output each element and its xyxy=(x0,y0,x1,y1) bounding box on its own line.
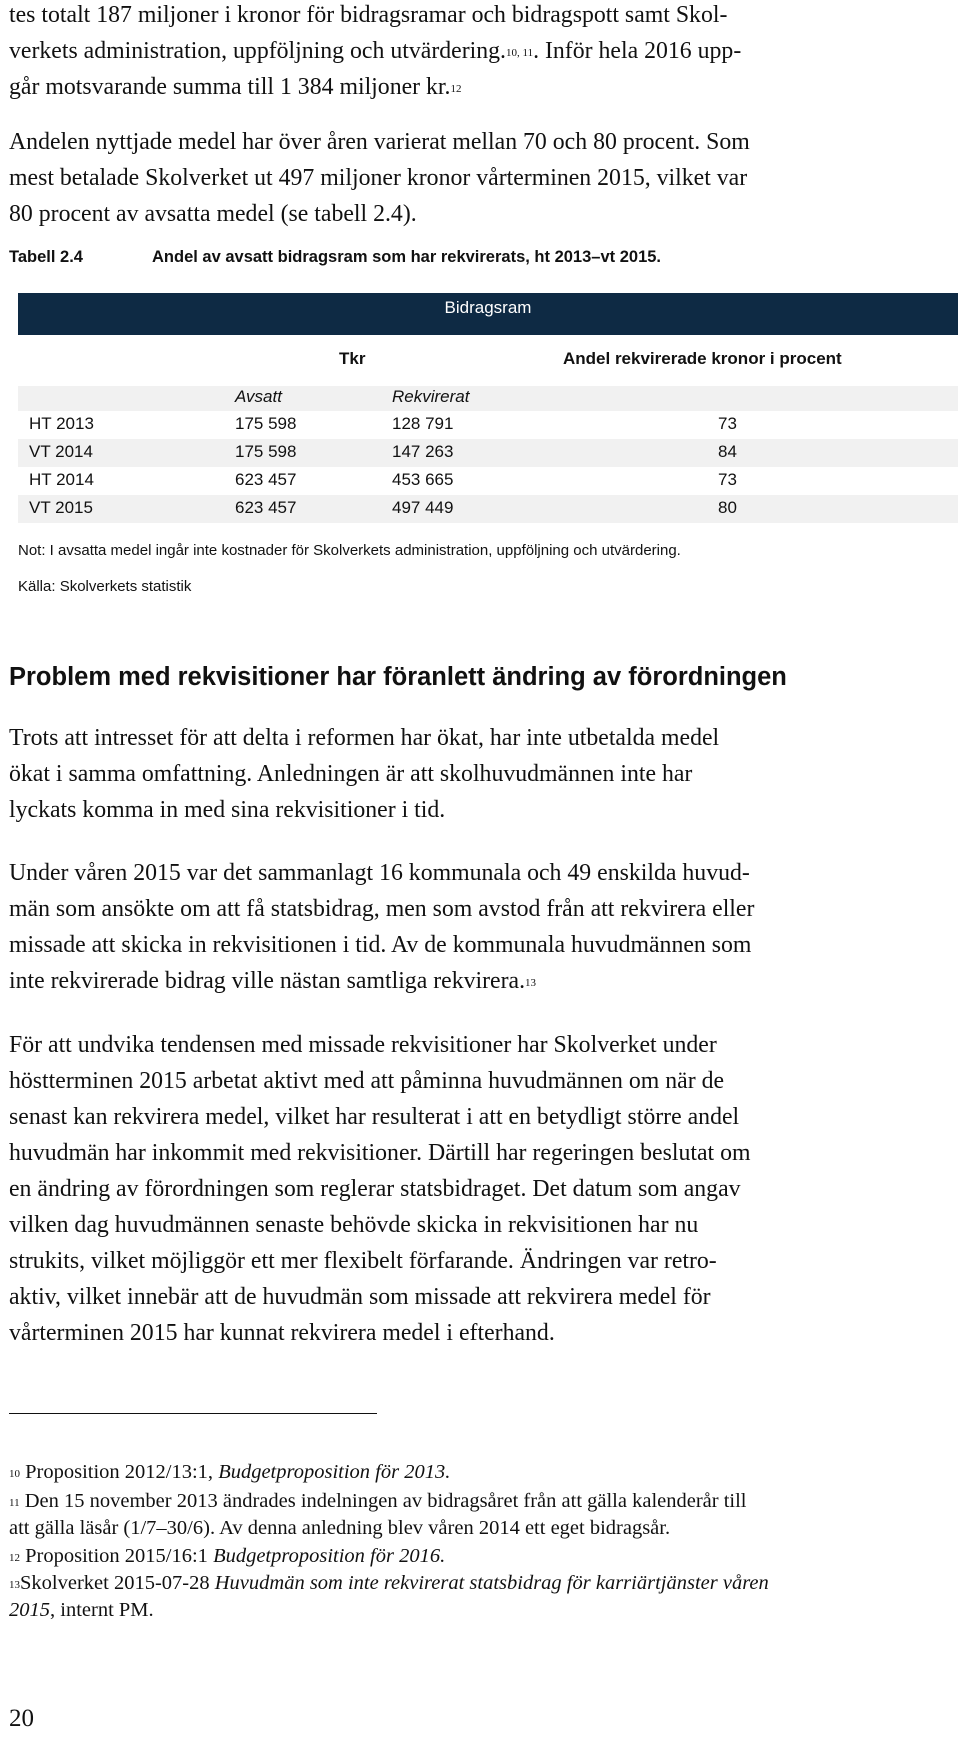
cell-rekvirerat: 128 791 xyxy=(392,414,454,433)
section-heading: Problem med rekvisitioner har föranlett ändring av förordningen xyxy=(9,663,787,691)
cell-rekvirerat: 497 449 xyxy=(392,498,454,517)
text-line: Under våren 2015 var det sammanlagt 16 kommunala och 49 enskilda huvud- xyxy=(9,860,750,886)
text-line: män som ansökte om att få statsbidrag, men som avstod från att rekvirera eller xyxy=(9,896,755,922)
cell-period: HT 2014 xyxy=(29,470,94,489)
cell-rekvirerat: 147 263 xyxy=(392,442,454,461)
paragraph-under-varen xyxy=(9,855,951,999)
subheader-rekvirerat: Rekvirerat xyxy=(392,387,470,406)
text-line: en ändring av förordningen som reglerar statsbidraget. Det datum som angav xyxy=(9,1176,741,1202)
text-line: vårterminen 2015 har kunnat rekvirera medel i efterhand. xyxy=(9,1320,555,1346)
cell-period: VT 2015 xyxy=(29,498,93,517)
text-line: 80 procent av avsatta medel (se tabell 2.4). xyxy=(9,201,417,227)
text-line: vilken dag huvudmännen senaste behövde skicka in rekvisitionen har nu xyxy=(9,1212,699,1238)
intro-paragraph xyxy=(9,0,951,105)
table-number: Tabell 2.4 xyxy=(9,248,83,266)
footnote-number: 12 xyxy=(9,1552,20,1564)
table-row xyxy=(18,411,958,439)
footnote-number: 10 xyxy=(9,1468,20,1480)
footnote-text: Den 15 november 2013 ändrades indelningen av bidragsåret från att gälla kalenderår till xyxy=(19,1490,747,1512)
text-line: Trots att intresset för att delta i reformen har ökat, har inte utbetalda medel xyxy=(9,725,720,751)
table-note: Not: I avsatta medel ingår inte kostnader för Skolverkets administration, uppföljning och utvärdering. xyxy=(18,542,681,559)
text-line: strukits, vilket möjliggör ett mer flexibelt förfarande. Ändringen var retro- xyxy=(9,1248,717,1274)
cell-period: HT 2013 xyxy=(29,414,94,433)
table-source: Källa: Skolverkets statistik xyxy=(18,578,192,595)
footnote-line xyxy=(9,1488,951,1515)
text-line: ökat i samma omfattning. Anledningen är att skolhuvudmännen inte har xyxy=(9,761,693,787)
table-title: Andel av avsatt bidragsram som har rekvirerats, ht 2013–vt 2015. xyxy=(152,248,662,266)
cell-andel: 73 xyxy=(718,470,737,489)
footnote-13 xyxy=(9,1570,951,1624)
footnote-12 xyxy=(9,1543,951,1570)
table-row xyxy=(18,439,958,467)
footnote-10 xyxy=(9,1459,951,1486)
text-span: går motsvarande summa till 1 384 miljoner kr. xyxy=(9,74,451,100)
footnote-line xyxy=(9,1597,951,1624)
text-line: senast kan rekvirera medel, vilket har resulterat i att en betydligt större andel xyxy=(9,1104,740,1130)
text-line: Andelen nyttjade medel har över åren varierat mellan 70 och 80 procent. Som xyxy=(9,129,750,155)
footnote-number: 11 xyxy=(9,1497,20,1509)
footnote-text: Proposition 2012/13:1, xyxy=(20,1461,219,1483)
footnote-rule xyxy=(9,1413,377,1414)
cell-andel: 73 xyxy=(718,414,737,433)
table-subheader-row xyxy=(18,386,958,411)
cell-avsatt: 623 457 xyxy=(235,470,297,489)
cell-rekvirerat: 453 665 xyxy=(392,470,454,489)
page-number: 20 xyxy=(9,1705,34,1732)
footnote-11 xyxy=(9,1488,951,1542)
table-band-header: Bidragsram xyxy=(18,293,958,335)
paragraph-trots xyxy=(9,720,951,828)
text-line: tes totalt 187 miljoner i kronor för bidragsramar och bidragspott samt Skol- xyxy=(9,2,728,28)
footnote-number: 13 xyxy=(9,1579,20,1591)
footnote-text: , internt PM. xyxy=(50,1599,154,1621)
cell-andel: 84 xyxy=(718,442,737,461)
text-span: verkets administration, uppföljning och utvärdering. xyxy=(9,38,506,64)
footnote-text: Proposition 2015/16:1 xyxy=(20,1545,214,1567)
text-span: inte rekvirerade bidrag ville nästan samtliga rekvirera. xyxy=(9,968,526,994)
paragraph-for-att-undvika xyxy=(9,1027,951,1351)
col-header-tkr: Tkr xyxy=(339,349,366,368)
cell-avsatt: 623 457 xyxy=(235,498,297,517)
text-line xyxy=(9,33,951,69)
table-header-row xyxy=(18,335,958,386)
text-line: höstterminen 2015 arbetat aktivt med att påminna huvudmännen om när de xyxy=(9,1068,725,1094)
footnote-ref: 12 xyxy=(450,83,462,95)
paragraph-andelen xyxy=(9,124,951,232)
cell-avsatt: 175 598 xyxy=(235,414,297,433)
footnote-line: att gälla läsår (1/7–30/6). Av denna anledning blev våren 2014 ett eget bidragsår. xyxy=(9,1517,671,1539)
text-line xyxy=(9,963,951,999)
footnote-italic: Budgetproposition för 2013. xyxy=(218,1461,451,1483)
cell-avsatt: 175 598 xyxy=(235,442,297,461)
text-line: missade att skicka in rekvisitionen i tid. Av de kommunala huvudmännen som xyxy=(9,932,752,958)
text-span: . Inför hela 2016 upp- xyxy=(533,38,742,64)
footnote-ref: 10, 11 xyxy=(505,47,534,59)
cell-period: VT 2014 xyxy=(29,442,93,461)
text-line: aktiv, vilket innebär att de huvudmän som missade att rekvirera medel för xyxy=(9,1284,711,1310)
subheader-avsatt: Avsatt xyxy=(235,387,282,406)
text-line: huvudmän har inkommit med rekvisitioner. Därtill har regeringen beslutat om xyxy=(9,1140,751,1166)
footnote-italic: 2015 xyxy=(9,1599,50,1621)
table-row xyxy=(18,495,958,523)
text-line: lyckats komma in med sina rekvisitioner i tid. xyxy=(9,797,446,823)
footnote-line xyxy=(9,1570,951,1597)
footnote-text: Skolverket 2015-07-28 xyxy=(20,1572,215,1594)
footnote-ref: 13 xyxy=(525,977,537,989)
text-line: För att undvika tendensen med missade rekvisitioner har Skolverket under xyxy=(9,1032,717,1058)
text-line xyxy=(9,69,951,105)
cell-andel: 80 xyxy=(718,498,737,517)
col-header-andel: Andel rekvirerade kronor i procent xyxy=(563,349,842,368)
table-row xyxy=(18,467,958,495)
text-line: mest betalade Skolverket ut 497 miljoner kronor vårterminen 2015, vilket var xyxy=(9,165,748,191)
footnote-italic: Huvudmän som inte rekvirerat statsbidrag för karriärtjänster våren xyxy=(214,1572,769,1594)
footnote-italic: Budgetproposition för 2016. xyxy=(213,1545,446,1567)
